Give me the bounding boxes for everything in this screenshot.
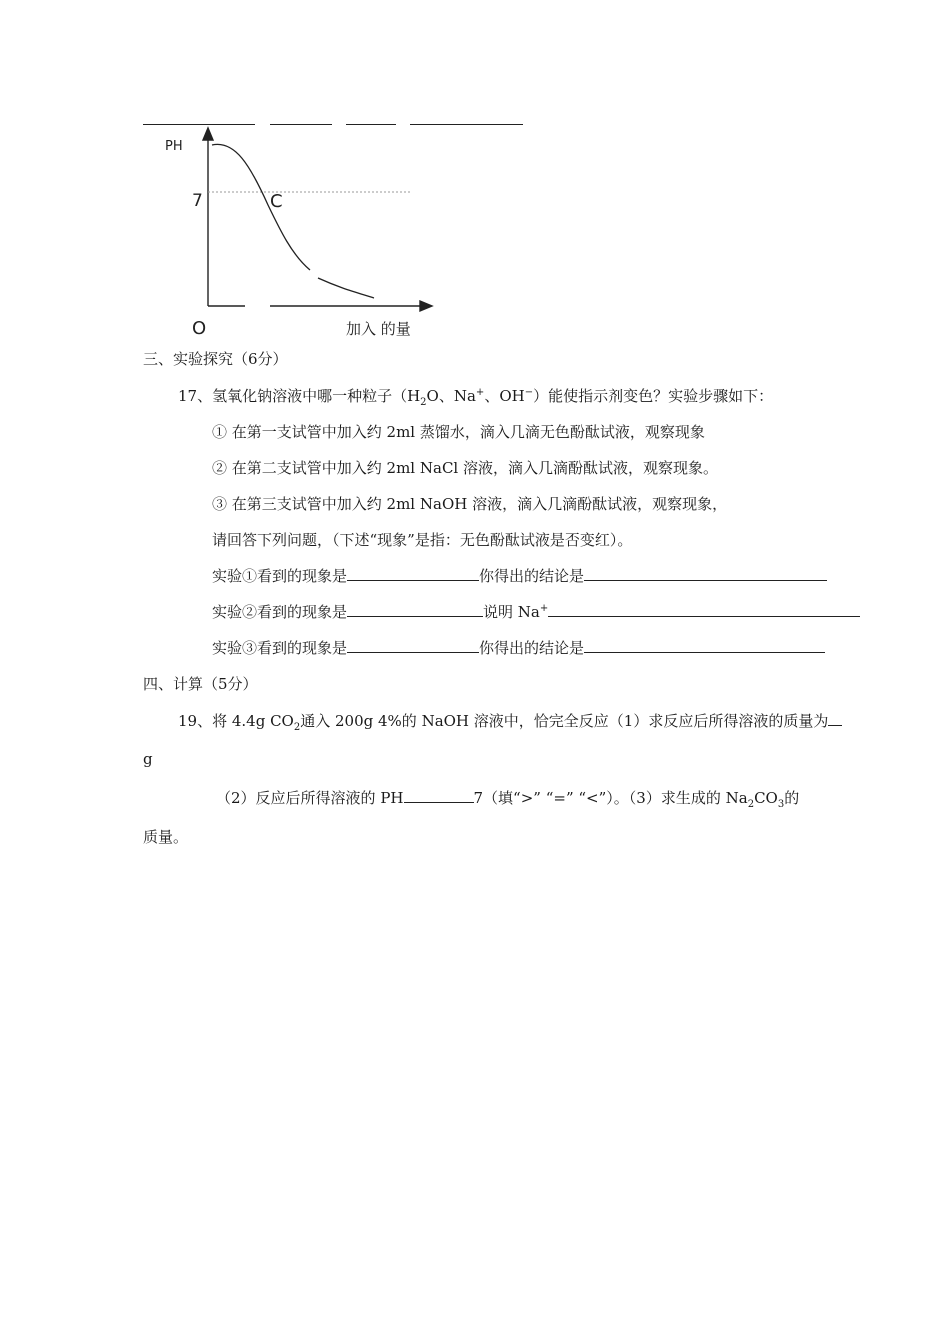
y-axis-arrow: [203, 128, 213, 140]
phenomenon-blank-1[interactable]: [347, 579, 479, 581]
question-19-line-1: [178, 710, 842, 733]
subscript: 2: [293, 722, 301, 733]
x-axis-label: 加入 的量: [346, 320, 411, 338]
question-19-line-4: 质量。: [143, 828, 189, 846]
instruction: 请回答下列问题，（下述“现象”是指：无色酚酞试液是否变红）。: [212, 531, 633, 549]
point-c-label: C: [270, 191, 283, 212]
question-17-stem: [178, 385, 773, 408]
explanation-blank-2[interactable]: [548, 615, 860, 617]
answer-row-1: [212, 565, 827, 586]
row-label: 你得出的结论是: [479, 567, 585, 585]
conclusion-blank-3[interactable]: [584, 651, 825, 653]
x-axis-arrow: [420, 301, 432, 311]
q19-text: CO: [754, 789, 778, 807]
section-heading: 三、实验探究（6分）: [143, 350, 288, 368]
answer-row-3: [212, 637, 825, 658]
solution-mass-blank[interactable]: [828, 724, 842, 726]
subscript: 3: [777, 799, 785, 810]
row-label: 你得出的结论是: [479, 639, 585, 657]
q19-text: 的: [784, 789, 800, 807]
superscript: +: [539, 603, 549, 614]
q19-text: 19、将 4.4g CO: [178, 712, 294, 730]
row-label: 实验②看到的现象是: [212, 603, 348, 621]
superscript: −: [524, 387, 534, 398]
stem-text: ）能使指示剂变色？实验步骤如下：: [533, 387, 774, 405]
row-label: 实验①看到的现象是: [212, 567, 348, 585]
conclusion-blank-1[interactable]: [584, 579, 827, 581]
stem-text: O、Na: [426, 387, 476, 405]
row-label: 说明 Na: [483, 603, 540, 621]
ph7-tick-label: 7: [192, 191, 203, 211]
step-3: ③ 在第三支试管中加入约 2ml NaOH 溶液，滴入几滴酚酞试液，观察现象，: [212, 495, 728, 513]
question-19-line-2: g: [143, 750, 153, 768]
ph-graph: [150, 120, 450, 338]
ph-compare-blank[interactable]: [404, 801, 474, 803]
q19-text: （2）反应后所得溶液的 PH: [216, 789, 404, 807]
superscript: +: [475, 387, 485, 398]
y-axis-label: PH: [165, 139, 183, 154]
phenomenon-blank-3[interactable]: [347, 651, 479, 653]
subscript: 2: [420, 397, 427, 408]
q19-text: 通入 200g 4%的 NaOH 溶液中，恰完全反应（1）求反应后所得溶液的质量为: [300, 712, 829, 730]
ph-curve: [212, 144, 374, 298]
section-heading: 四、计算（5分）: [143, 675, 258, 693]
q19-text: 7（填“>” “=” “<”）。（3）求生成的 Na: [473, 789, 748, 807]
step-1: ① 在第一支试管中加入约 2ml 蒸馏水，滴入几滴无色酚酞试液，观察现象: [212, 423, 705, 441]
phenomenon-blank-2[interactable]: [347, 615, 483, 617]
stem-text: 17、氢氧化钠溶液中哪一种粒子（H: [178, 387, 421, 405]
subscript: 2: [747, 799, 755, 810]
stem-text: 、OH: [484, 387, 525, 405]
question-19-line-3: [216, 787, 799, 810]
answer-row-2: [212, 601, 860, 622]
row-label: 实验③看到的现象是: [212, 639, 348, 657]
step-2: ② 在第二支试管中加入约 2ml NaCl 溶液，滴入几滴酚酞试液，观察现象。: [212, 459, 718, 477]
origin-label: O: [192, 318, 207, 338]
